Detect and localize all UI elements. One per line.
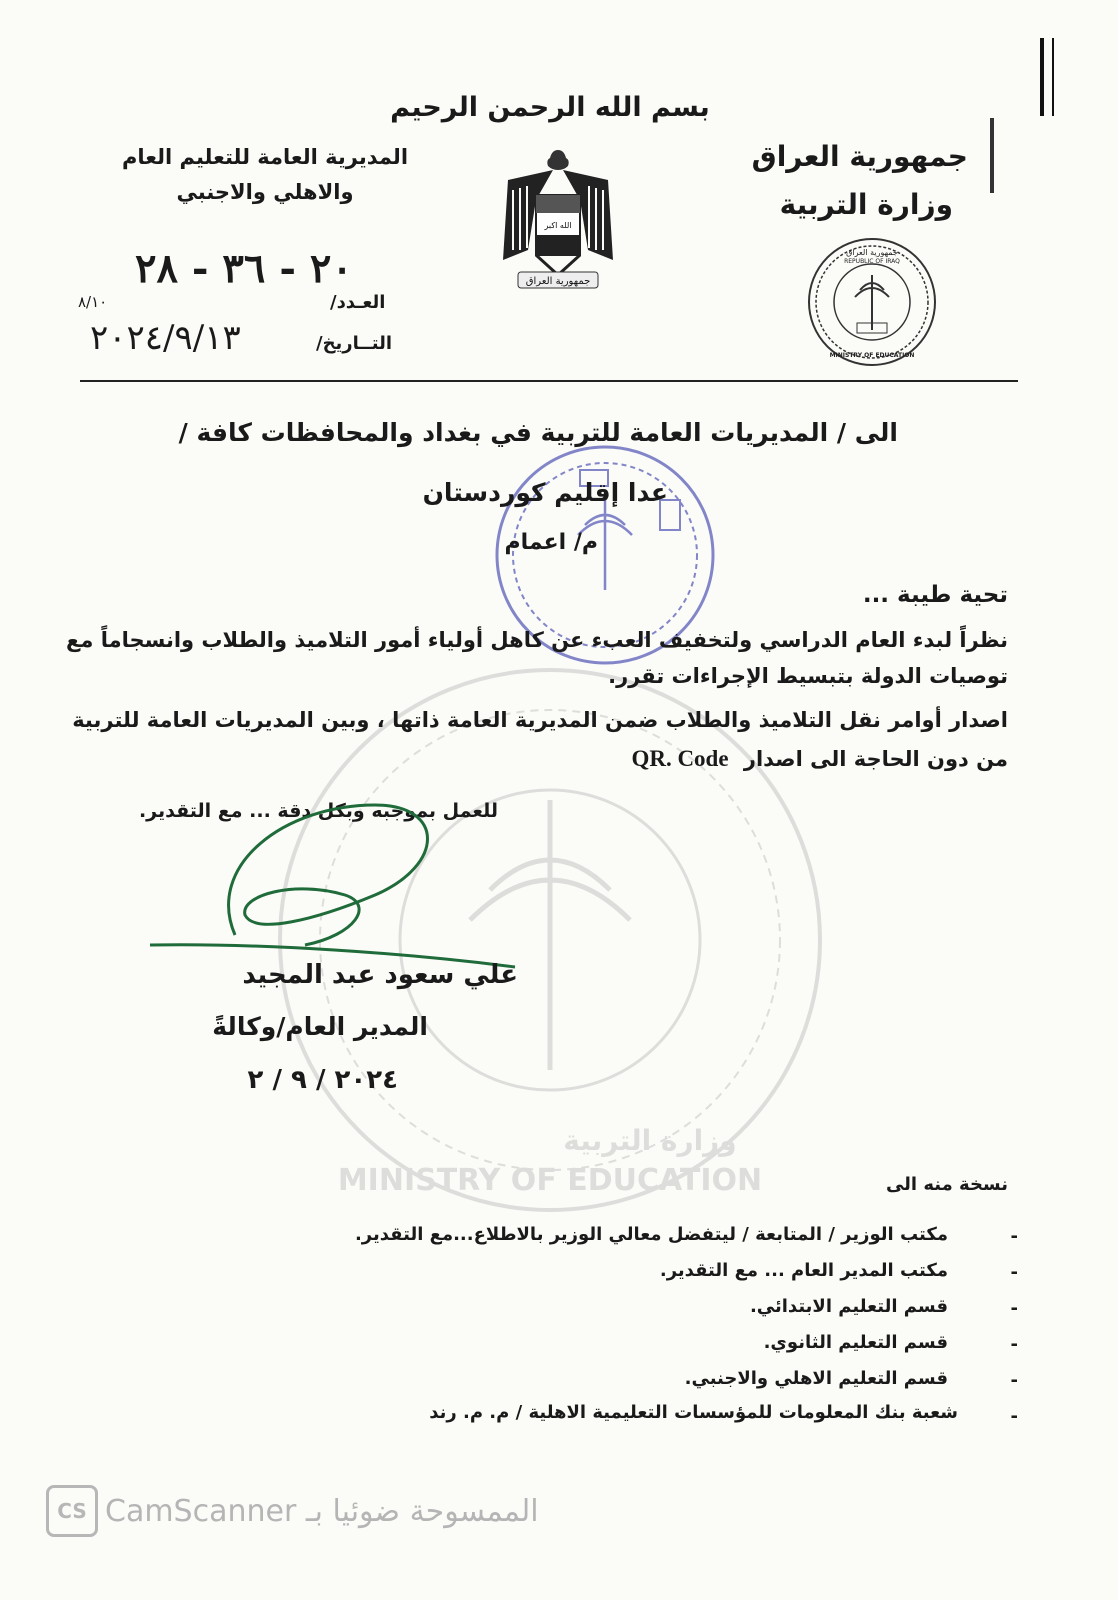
copy-item: قسم التعليم الابتدائي. [749,1296,948,1317]
paragraph-1-line-2: توصيات الدولة بتبسيط الإجراءات تقرر. [608,664,1008,688]
directorate-line-1: المديرية العامة للتعليم العام [121,145,409,169]
camscanner-logo-icon: CS [46,1485,98,1537]
paragraph-2-line-2 [631,746,1008,772]
watermark-arabic: وزارة التربية [563,1124,737,1157]
copy-item: مكتب المدير العام ... مع التقدير. [659,1260,948,1281]
bullet-dash: - [1010,1334,1018,1355]
number-side-note: ٨/١٠ [78,293,108,311]
signatory-name: علي سعود عبد المجيد [242,960,518,990]
copy-item: شعبة بنك المعلومات للمؤسسات التعليمية الاهلية / م. م. رند [429,1402,958,1423]
header-divider [80,380,1018,382]
ministry-seal-icon [805,235,940,370]
bullet-dash: - [1010,1226,1018,1247]
seal-en-top: REPUBLIC OF IRAQ [844,258,900,265]
country-name: جمهورية العراق [751,140,968,173]
copy-item: مكتب الوزير / المتابعة / ليتفضل معالي الوزير بالاطلاع...مع التقدير. [354,1224,948,1245]
paragraph-2-text: من دون الحاجة الى اصدار [743,747,1008,771]
closing-line: للعمل بموجبه وبكل دقة ... مع التقدير. [138,800,498,822]
margin-mark [1040,38,1054,116]
copies-title: نسخة منه الى [885,1174,1008,1195]
date-label: التــاريخ/ [316,333,393,354]
copy-item: قسم التعليم الاهلي والاجنبي. [684,1368,948,1389]
number-label: العـدد/ [330,292,386,313]
addressee-line-2: عدا إقليم كوردستان [422,478,668,507]
seal-en-bottom: MINISTRY OF EDUCATION [829,352,915,359]
watermark-english: MINISTRY OF EDUCATION [337,1163,763,1198]
copy-item: قسم التعليم الثانوي. [763,1332,948,1353]
qr-code-term: QR. Code [631,746,729,771]
number-value: ٢٠ - ٣٦ - ٢٨ [135,245,353,292]
subject-line: م/ اعمام [504,530,598,555]
eagle-emblem-icon [498,140,618,300]
date-value: ٢٠٢٤/٩/١٣ [90,318,241,358]
handwritten-signature-icon [145,785,525,985]
bullet-dash: - [1010,1406,1018,1427]
bullet-dash: - [1010,1298,1018,1319]
signature-date: ٢٠٢٤ / ٩ / ٢ [247,1065,398,1095]
emblem-shield-text: الله اكبر [544,221,572,230]
paragraph-1-line-1: نظراً لبدء العام الدراسي ولتخفيف العبء عن كاهل أولياء أمور التلاميذ والطلاب وانسجاماً مع [66,628,1008,652]
bullet-dash: - [1010,1370,1018,1391]
directorate-line-2: والاهلي والاجنبي [176,180,354,204]
greeting: تحية طيبة ... [862,582,1008,608]
margin-mark [990,118,994,193]
signatory-title: المدير العام/وكالةً [212,1012,428,1041]
paragraph-2-line-1: اصدار أوامر نقل التلاميذ والطلاب ضمن المديرية العامة ذاتها ، وبين المديريات العامة للتربية [72,708,1008,732]
emblem-label: جمهورية العراق [525,276,591,287]
ministry-name: وزارة التربية [779,188,953,221]
seal-top-text: جمهورية العراق [846,248,898,257]
addressee-line-1: الى / المديريات العامة للتربية في بغداد والمحافظات كافة / [178,418,898,447]
basmala: بسم الله الرحمن الرحيم [390,92,710,123]
camscanner-watermark-text: CamScanner الممسوحة ضوئيا بـ [105,1494,539,1529]
bullet-dash: - [1010,1262,1018,1283]
